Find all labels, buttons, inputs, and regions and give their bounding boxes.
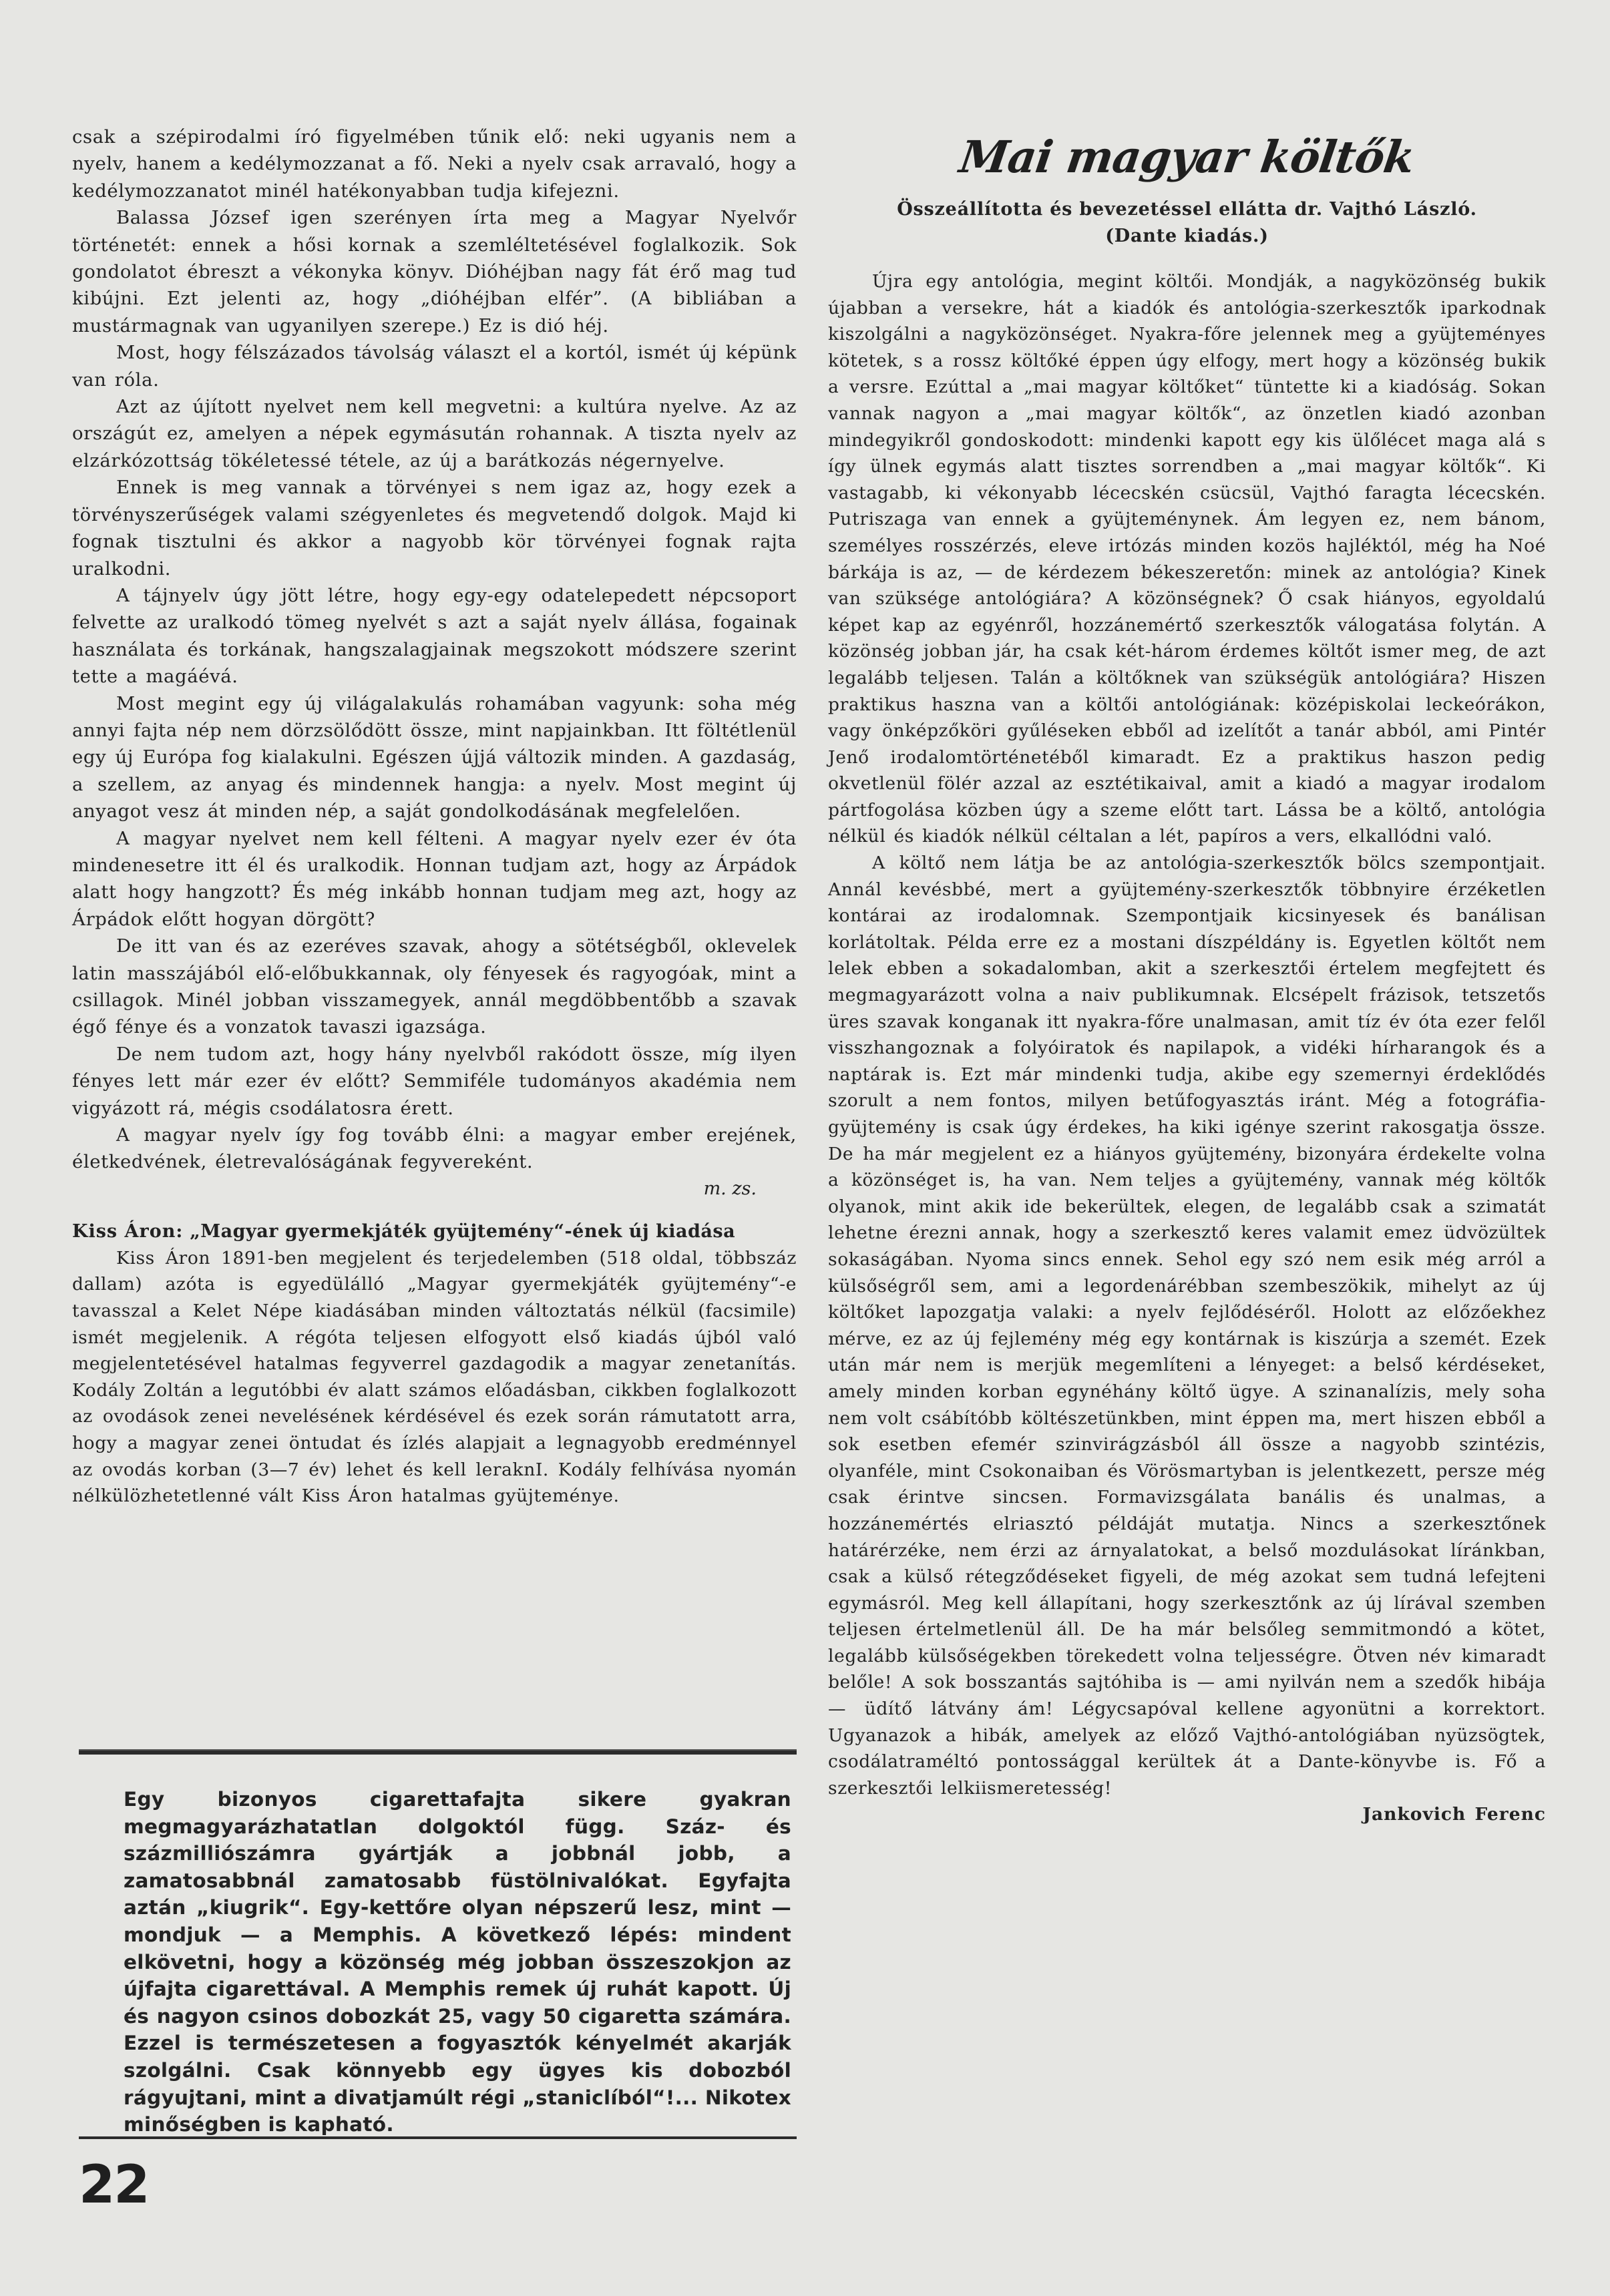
- article-paragraph: Balassa József igen szerényen írta meg a Magyar Nyelvőr történetét: ennek a hősi kornak a szemléltetésével foglalkozik. Sok gondolatot ébreszt a vékonyka könyv. Dióhéjban nagy fát érő mag tud kibújni. Ezt jelenti az, hogy „dióhéjban elfér”. (A bibliában a mustármagnak van ugyanilyen szerepe.) Ez is dió héj.: [72, 207, 797, 336]
- review-body: Kiss Áron 1891-ben megjelent és terjedelemben (518 oldal, többszáz dallam) azóta is egyedülálló „Magyar gyermekjáték gyüjtemény“-e tavasszal a Kelet Népe kiadásában minden változtatás nélkül (facsimile) ismét megjelenik. A régóta teljesen elfogyott első kiadás újból való megjelentetésével hatalmas fegyverrel gazdagodik a magyar zenetanítás. Kodály Zoltán a legutóbbi év alatt számos előadásban, cikkben foglalkozott az ovodások zenei nevelésének kérdésével és ezek során rámutatott arra, hogy a magyar zenei öntudat és ízlés alapjait a legnagyobb eredménnyel az ovodás korban (3—7 év) lehet és kell leraknI. Kodály felhívása nyomán nélkülözhetetlenné vált Kiss Áron hatalmas gyüjteménye.: [72, 1247, 797, 1507]
- article-paragraph: A magyar nyelv így fog tovább élni: a magyar ember erejének, életkedvének, életrevalóságának fegyvereként.: [72, 1124, 797, 1173]
- reviewer-name: Jankovich Ferenc: [1362, 1804, 1546, 1825]
- article-paragraph: A magyar nyelvet nem kell félteni. A magyar nyelv ezer év óta mindenesetre itt él és uralkodik. Honnan tudjam azt, hogy az Árpádok alatt hogy hangzott? És még inkább honnan tudjam meg azt, hogy az Árpádok előtt hogyan dörgött?: [72, 827, 797, 930]
- page-number: 22: [79, 2155, 149, 2215]
- article-paragraph: De nem tudom azt, hogy hány nyelvből rakódott össze, míg ilyen fényes lett már ezer év előtt? Semmiféle tudományos akadémia nem vigyázott rá, mégis csodálatosra érett.: [72, 1043, 797, 1119]
- review-paragraph: A költő nem látja be az antológia-szerkesztők bölcs szempontjait. Annál kevésbbé, mert a gyüjtemény-szerkesztők többnyire érzéketlen kontárai az irodalomnak. Szempontjaik kicsinyesek és banálisan korlátoltak. Példa erre ez a mostani díszpéldány is. Egyetlen költőt nem lelek ebben a sokadalomban, akit a szerkesztői értelem megfejtett és megmagyarázott volna a naiv publikumnak. Elcsépelt frázisok, tetszetős üres szavak konganak itt nyakra-főre unalmasan, amit tíz év óta ezer felől visszhangoznak a folyóiratok és napilapok, a vidéki hírharangok és a naptárak is. Ezt már mindenki tudja, akibe egy szemernyi érdeklődés szorult a nem fontos, milyen betűfogyasztás iránt. Még a fotográfia-gyüjtemény is csak úgy érdekes, ha kiki igénye szerint rakosgatja össze. De ha már megjelent ez a hiányos gyüjtemény, bizonyára érdekelte volna a közönséget is, ha van. Nem teljes a gyüjtemény, vannak még költők olyanok, mint akik ide bekerültek, elegen, de legalább csak a szimatát lehetne érezni annak, hogy a szerkesztő keres valamit emez üdvözültek sokaságában. Nyoma sincs ennek. Sehol egy szó nem esik még arról a külsőségről sem, ami a legordenárébban szembeszökik, mihelyt az új költőket lapozgatja valaki: a nyelv fejlődéséről. Holott az előzőekhez mérve, ez az új fejlemény még egy kontárnak is kiszúrja a szemét. Ezek után már nem is merjük megemlíteni a lényeget: a belső kérdéseket, amely minden korban egynéhány költő ügye. A szinanalízis, mely soha nem volt csábítóbb költészetünkben, mint éppen ma, mert hiszen ebből a sok esetben efemér szinvirágzásból áll össze a nagyobb szintézis, olyanféle, mint Csokonaiban és Vörösmartyban is jelentkezett, persze még csak érintve sincsen. Formavizsgálata banális és unalmas, a hozzánemértés elriasztó példáját mutatja. Nincs a szerkesztőnek határérzéke, nem érzi az árnyalatokat, a belső mozdulásokat líránkban, csak a külső rétegződéseket figyeli, de még azokat sem tudná lefejteni egymásról. Meg kell állapítani, hogy szerkesztőnk az új lírával szemben teljesen értelmetlenül áll. De ha már belsőleg semmitmondó a kötet, legalább külsőségekben törekedett volna teljességre. Ötven név kimaradt belőle! A sok bosszantás sajtóhiba is — ami nyilván nem a szedők hibája — üdítő látvány ám! Légycsapóval kellene agyonütni a korrektort. Ugyanazok a hibák, amelyek az előző Vajthó-antológiában nyüzsögtek, csodálatraméltó pontossággal kerültek át a Dante-könyvbe is. Fő a szerkesztői lelkiismeretesség!: [828, 853, 1546, 1799]
- book-info-line: Összeállította és bevezetéssel ellátta dr. Vajthó László.: [897, 199, 1477, 220]
- cigarette-advertisement: Egy bizonyos cigarettafajta sikere gyakran megmagyarázhatatlan dolgoktól függ. Száz- és százmilliószámra gyártják a jobbnál jobb, a zamatosabbnál zamatosabb füstölnivalókat. Egyfajta aztán „kiugrik“. Egy-kettőre olyan népszerű lesz, mint — mondjuk — a Memphis. A következő lépés: mindent elkövetni, hogy a közönség még jobban összeszokjon az újfajta cigarettával. A Memphis remek új ruhát kapott. Új és nagyon csinos dobozkát 25, vagy 50 cigaretta számára. Ezzel is természetesen a fogyasztók kényelmét akarják szolgálni. Csak könnyebb egy ügyes kis dobozból rágyujtani, mint a divatjamúlt régi „staniclíból“!... Nikotex minőségben is kapható.: [124, 1788, 791, 2136]
- review-title: „Magyar gyermekjáték gyüjtemény“-ének új kiadása: [190, 1220, 736, 1242]
- review-author: Kiss Áron:: [72, 1220, 184, 1242]
- footer-divider: [79, 2136, 797, 2139]
- article-paragraph: A tájnyelv úgy jött létre, hogy egy-egy odatelepedett népcsoport felvette az uralkodó tömeg nyelvét s azt a saját nyelv állása, fogainak használata és torkának, hangszalagjainak megszokott módszere szerint tette a magáévá.: [72, 584, 797, 688]
- article-paragraph: Most, hogy félszázados távolság választ el a kortól, ismét új képünk van róla.: [72, 342, 797, 391]
- article-initials: m. zs.: [703, 1178, 757, 1199]
- section-divider: [79, 1749, 797, 1755]
- article-paragraph: Ennek is meg vannak a törvényei s nem igaz az, hogy ezek a törvényszerűségek valami szégyenletes és megvetendő dolgok. Majd ki fognak tisztulni és akkor a nagyobb kör törvényei fognak rajta uralkodni.: [72, 477, 797, 580]
- review-heading: [72, 1218, 797, 1245]
- article-paragraph: De itt van és az ezeréves szavak, ahogy a sötétségből, oklevelek latin masszájából elő-előbukkannak, oly fényesek és ragyogóak, mint a csillagok. Minél jobban visszamegyek, annál megdöbbentőbb a szavak égő fénye és a vonzatok tavaszi igazsága.: [72, 935, 797, 1038]
- book-info: [828, 196, 1546, 250]
- left-column: [72, 124, 797, 1510]
- review-paragraph: Újra egy antológia, megint költői. Mondják, a nagyközönség bukik újabban a versekre, hát a kiadók és antológia-szerkesztők iparkodnak kiszolgálni a nagyközönséget. Nyakra-főre jelennek meg a gyüjteményes kötetek, s a rossz költőké éppen úgy elfogy, mert hogy a közönség bukik a versre. Ezúttal a „mai magyar költőket“ tüntette ki a kiadóság. Sokan vannak nagyon a „mai magyar költők“, az önzetlen kiadó azonban mindegyikről gondoskodott: mindenki kapott egy kis ülőlécet maga alá s így ülnek egymás alatt tisztes sorrendben a „mai magyar költők“. Ki vastagabb, ki vékonyabb lécecskén csücsül, Vajthó faragta lécecskén. Putriszaga van ennek a gyüjteménynek. Ám legyen ez, nem bánom, személyes rosszérzés, eleve irtózás minden kozös hajléktól, még ha Noé bárkája is az, — de kérdezem békeszeretőn: minek az antológia? Kinek van szüksége antológiára? A közönségnek? Ő csak hiányos, egyoldalú képet kap az egyénről, hozzánemértő szerkesztők válogatása folytán. A közönség jobban jár, ha csak két-három érdemes költőt ismer meg, de azt legalább teljesen. Talán a költőknek van szükségük antológiára? Hiszen praktikus haszna van a költői antológiának: középiskolai leckeórákon, vagy önképzőköri gyűléseken ebből ad izelítőt a tanár abból, ami Pintér Jenő irodalomtörténetéből kimaradt. Ez a praktikus haszon pedig okvetlenül fölér azzal az esztétikaival, amit a kiadó a magyar irodalom pártfogolása közben úgy a szeme előtt tart. Lássa be a költő, antológia nélkül és kiadók nélkül céltalan a lét, papíros a vers, elkallódni való.: [828, 271, 1546, 847]
- article-paragraph: Most megint egy új világalakulás rohamában vagyunk: soha még annyi fajta nép nem dörzsölődött össze, mint napjainkban. Itt föltétlenül egy új Európa fog kialakulni. Egészen újjá változik minden. A gazdaság, a szellem, az anyag és mindennek hangja: a nyelv. Most megint új anyagot vesz át minden nép, a saját gondolkodásának megfelelően.: [72, 692, 797, 823]
- article-paragraph: Azt az újított nyelvet nem kell megvetni: a kultúra nyelve. Az az országút ez, amelyen a népek egymásután rohannak. A tiszta nyelv az elzárkózottság tökéletessé tétele, az új a barátkozás négernyelve.: [72, 396, 797, 471]
- publisher-line: (Dante kiadás.): [1105, 226, 1269, 246]
- right-column: [828, 127, 1546, 1828]
- article-paragraph: csak a szépirodalmi író figyelmében tűnik elő: neki ugyanis nem a nyelv, hanem a kedélymozzanat a fő. Neki a nyelv csak arravaló, hogy a kedélymozzanatot minél hatékonyabban tudja kifejezni.: [72, 126, 797, 202]
- section-title: Mai magyar költők: [956, 131, 1418, 183]
